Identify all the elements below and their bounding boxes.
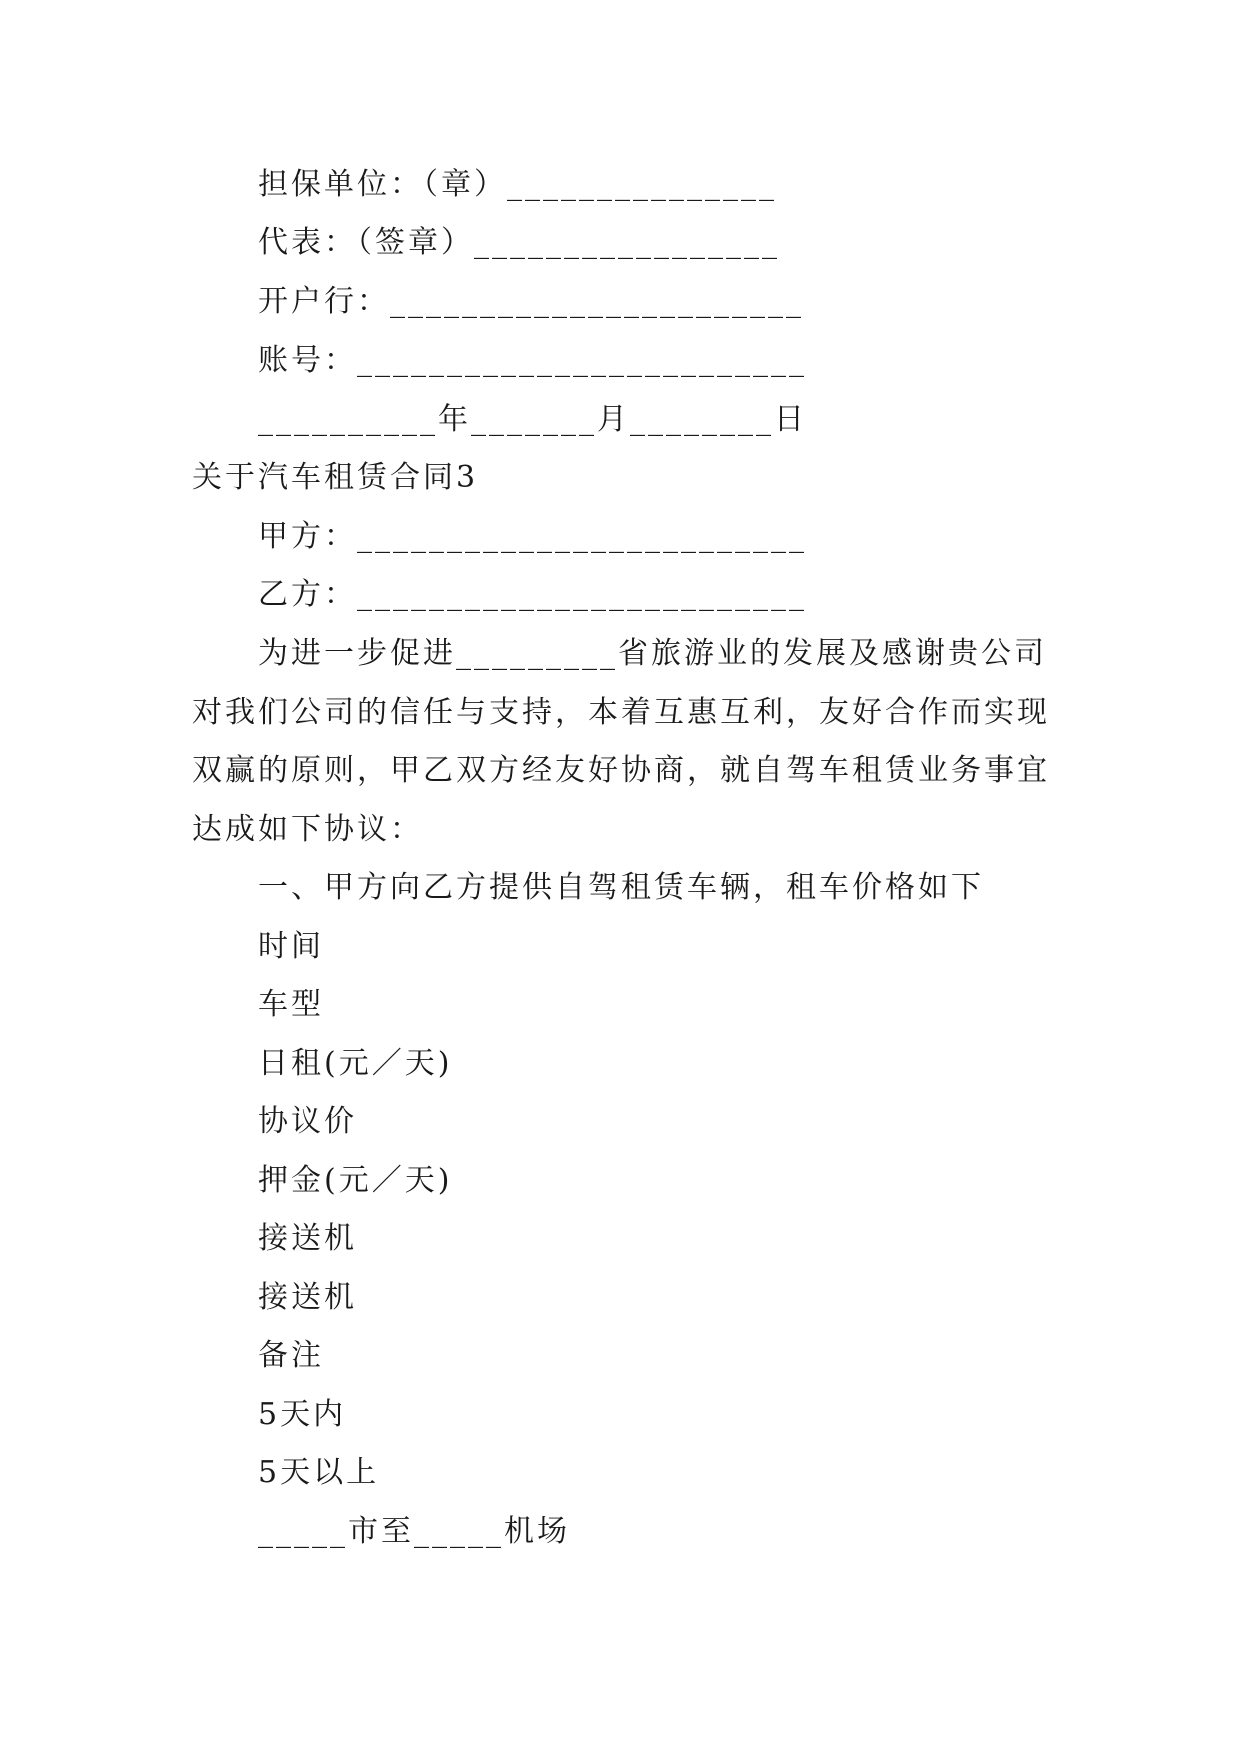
- paragraph-line: 达成如下协议：: [192, 812, 423, 847]
- clause-one-line: 一、甲方向乙方提供自驾租赁车辆，租车价格如下: [258, 870, 984, 905]
- list-item: 接送机: [258, 1221, 357, 1256]
- party-a-line: 甲方：_________________________: [258, 519, 807, 554]
- date-line: __________年_______月________日: [258, 402, 807, 437]
- list-item: 5天内: [258, 1397, 347, 1432]
- list-item: 日租(元／天): [258, 1046, 453, 1081]
- list-item: 接送机: [258, 1280, 357, 1315]
- representative-line: 代表：（签章）_________________: [258, 225, 780, 260]
- list-item: 押金(元／天): [258, 1163, 453, 1198]
- paragraph-line: 对我们公司的信任与支持，本着互惠互利，友好合作而实现: [192, 695, 1050, 730]
- paragraph-line: 双赢的原则，甲乙双方经友好协商，就自驾车租赁业务事宜: [192, 753, 1050, 788]
- paragraph-line: 为进一步促进_________省旅游业的发展及感谢贵公司: [258, 636, 1047, 671]
- bank-line: 开户行：_______________________: [258, 284, 804, 319]
- list-item: 时间: [258, 929, 324, 964]
- party-b-line: 乙方：_________________________: [258, 577, 807, 612]
- list-item: _____市至_____机场: [258, 1514, 570, 1549]
- list-item: 备注: [258, 1338, 324, 1373]
- account-line: 账号：_________________________: [258, 343, 807, 378]
- guarantor-unit-line: 担保单位：（章）_______________: [258, 167, 777, 202]
- list-item: 协议价: [258, 1104, 357, 1139]
- list-item: 车型: [258, 987, 324, 1022]
- list-item: 5天以上: [258, 1455, 380, 1490]
- section-title: 关于汽车租赁合同3: [192, 460, 479, 495]
